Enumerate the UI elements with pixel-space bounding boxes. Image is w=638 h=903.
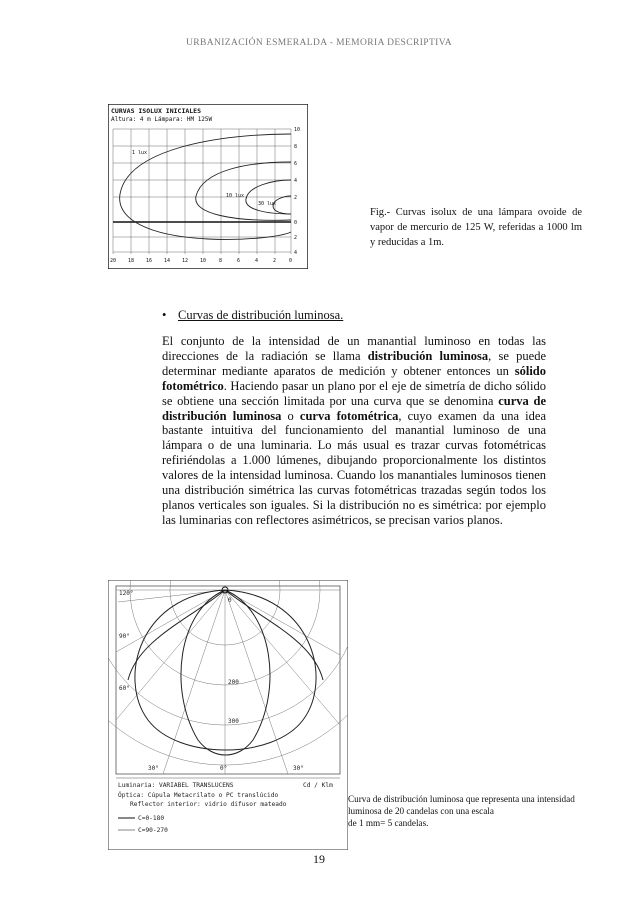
- legend-label-2: C=90-270: [138, 827, 168, 834]
- isolux-xtick: 16: [146, 258, 153, 264]
- angle-label: 60°: [119, 685, 130, 692]
- angle-label: 120°: [119, 590, 134, 597]
- reflector-text: Reflector interior: vidrio difusor mateado: [130, 801, 287, 808]
- isolux-subtitle: Altura: 4 m Lámpara: HM 125W: [111, 116, 213, 123]
- ring-label: 0: [228, 597, 232, 604]
- isolux-ytick: 6: [294, 161, 298, 167]
- angle-label: 30°: [293, 765, 304, 772]
- para-bold-term: distribución luminosa: [367, 348, 489, 363]
- isolux-xtick: 12: [182, 258, 189, 264]
- para-bold-term: curva de distribución luminosa: [162, 393, 546, 423]
- para-text: . Haciendo pasar un plano por el eje de simetría de dicho sólido se obtiene una sección limitada por una curva que se denomina: [162, 378, 546, 408]
- isolux-xtick: 6: [237, 258, 241, 264]
- luminaria-text: Luminaria: VARIABEL TRANSLUCENS: [118, 782, 234, 789]
- isolux-ytick: 4: [294, 250, 298, 256]
- caption-line: de 1 mm= 5 candelas.: [348, 817, 429, 828]
- bullet-symbol: •: [162, 308, 167, 322]
- isolux-ytick: 2: [294, 235, 298, 241]
- legend-label-1: C=0-180: [138, 815, 165, 822]
- optica-text: Óptica: Cúpula Metacrilato o PC translúcido: [118, 792, 279, 799]
- body-paragraph: [162, 334, 546, 528]
- ring-label: 300: [228, 718, 239, 725]
- figure2-caption: [348, 794, 593, 829]
- running-header: URBANIZACIÓN ESMERALDA - MEMORIA DESCRIPTIVA: [185, 38, 453, 48]
- isolux-xtick: 4: [255, 258, 259, 264]
- para-text: , cuyo examen da una idea bastante intuitiva del funcionamiento del manantial luminoso de una lámpara o de una luminaria. Lo más usual es trazar curvas fotométricas refiriéndolas a 1.000 lúmenes, dibujando proporcionalmente los distintos valores de la intensidad luminosa. Cuando los manantiales luminosos tienen una distribución simétrica las curvas fotométricas trazadas según todos los planos verticales son iguales. Si la distribución no es simétrica: por ejemplo las luminarias con reflectores asimétricos, se precisan varios planos.: [162, 408, 546, 527]
- ring-label: 200: [228, 679, 239, 686]
- isolux-xtick: 14: [164, 258, 171, 264]
- isolux-figure: [108, 104, 308, 269]
- section-heading: [162, 308, 343, 323]
- isolux-xtick: 18: [128, 258, 135, 264]
- isolux-xtick: 2: [273, 258, 277, 264]
- angle-label: 0°: [220, 765, 228, 772]
- para-text: El conjunto de la intensidad de un manantial luminoso en todas las direcciones de la radiación se llama: [162, 334, 546, 363]
- isolux-label-2: 10 lux: [226, 193, 245, 199]
- page-number: 19: [313, 852, 325, 866]
- para-bold-term: curva fotométrica: [299, 408, 399, 423]
- para-bold-term: sólido fotométrico: [162, 363, 546, 393]
- isolux-ytick: 0: [294, 220, 298, 226]
- angle-label: 30°: [148, 765, 159, 772]
- section-heading-text: Curvas de distribución luminosa.: [178, 308, 344, 322]
- isolux-label-1: 1 lux: [132, 150, 148, 156]
- angle-label: 90°: [119, 633, 130, 640]
- isolux-ytick: 4: [294, 178, 298, 184]
- isolux-ytick: 8: [294, 144, 298, 150]
- caption-line: Curva de distribución luminosa que representa una intensidad: [348, 794, 575, 804]
- isolux-xtick: 20: [110, 258, 117, 264]
- isolux-label-3: 30 lux: [258, 201, 277, 207]
- isolux-ytick: 2: [294, 195, 298, 201]
- photometric-figure: [108, 580, 348, 850]
- isolux-xtick: 0: [289, 258, 293, 264]
- units-text: Cd / Klm: [303, 782, 333, 789]
- para-text: , se puede determinar mediante aparatos de medición y obtener entonces un: [162, 348, 546, 378]
- isolux-ytick: 10: [294, 127, 301, 133]
- para-text: o: [281, 408, 300, 423]
- caption-line: luminosa de 20 candelas con una escala: [348, 805, 494, 816]
- isolux-title: CURVAS ISOLUX INICIALES: [111, 107, 202, 115]
- figure1-caption: Fig.- Curvas isolux de una lámpara ovoide de vapor de mercurio de 125 W, referidas a 1000 lm y reducidas a 1m.: [370, 207, 582, 248]
- isolux-xtick: 10: [200, 258, 207, 264]
- isolux-xtick: 8: [219, 258, 223, 264]
